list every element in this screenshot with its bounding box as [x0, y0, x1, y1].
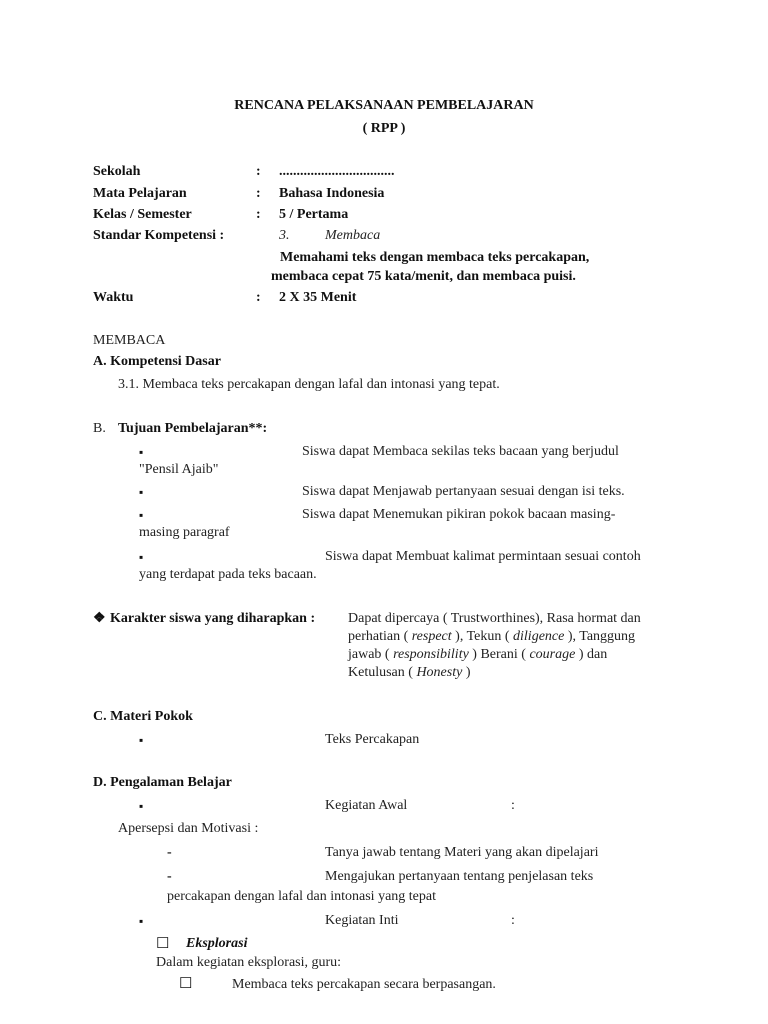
materi-heading: C. Materi Pokok — [93, 709, 193, 724]
mapel-colon: : — [256, 186, 261, 201]
sk-desc-line-1: Memahami teks dengan membaca teks percakapan, — [280, 250, 590, 265]
sk-value: Membaca — [325, 228, 381, 243]
pengalaman-heading: D. Pengalaman Belajar — [93, 775, 232, 790]
bullet-icon: ▪ — [139, 550, 144, 564]
kelas-colon: : — [256, 207, 261, 222]
kegiatan-inti-label: Kegiatan Inti — [325, 913, 399, 928]
document-subtitle: ( RPP ) — [362, 121, 406, 136]
tujuan-item-4-line-2: yang terdapat pada teks bacaan. — [139, 567, 317, 582]
bullet-icon: ▪ — [139, 799, 144, 813]
waktu-colon: : — [256, 290, 261, 305]
sekolah-colon: : — [256, 164, 261, 179]
mapel-label: Mata Pelajaran — [93, 186, 187, 201]
document-title: RENCANA PELAKSANAAN PEMBELAJARAN — [234, 98, 534, 113]
tujuan-item-1-line-2: "Pensil Ajaib" — [139, 462, 219, 477]
tujuan-item-2-line-1: Siswa dapat Menjawab pertanyaan sesuai dengan isi teks. — [302, 484, 625, 499]
sk-label: Standar Kompetensi : — [93, 228, 225, 243]
kegiatan-inti-colon: : — [511, 913, 515, 928]
bullet-icon: ▪ — [139, 733, 144, 747]
karakter-line-2: perhatian ( respect ), Tekun ( diligence ), Tanggung — [348, 629, 636, 644]
bullet-icon: ▪ — [139, 445, 144, 459]
kd-item: 3.1. Membaca teks percakapan dengan lafal dan intonasi yang tepat. — [118, 377, 500, 392]
waktu-label: Waktu — [93, 290, 134, 305]
section-membaca: MEMBACA — [93, 333, 166, 348]
kd-heading: A. Kompetensi Dasar — [93, 354, 221, 369]
sk-desc-line-2: membaca cepat 75 kata/menit, dan membaca puisi. — [271, 269, 576, 284]
eksplorasi-intro: Dalam kegiatan eksplorasi, guru: — [156, 955, 342, 970]
eksplorasi-heading: Eksplorasi — [186, 936, 248, 951]
bullet-icon: ▪ — [139, 508, 144, 522]
karakter-label: Karakter siswa yang diharapkan : — [110, 611, 316, 626]
karakter-line-1: Dapat dipercaya ( Trustworthines), Rasa hormat dan — [348, 611, 641, 626]
checkbox-icon: ☐ — [179, 976, 193, 992]
sk-number: 3. — [279, 228, 290, 243]
apersepsi-item-2-line-1: Mengajukan pertanyaan tentang penjelasan teks — [325, 869, 594, 884]
dash-bullet-icon: - — [167, 869, 172, 884]
apersepsi-item-1: Tanya jawab tentang Materi yang akan dipelajari — [325, 845, 599, 860]
tujuan-letter: B. — [93, 421, 106, 436]
kegiatan-awal-label: Kegiatan Awal — [325, 798, 408, 813]
kelas-label: Kelas / Semester — [93, 207, 192, 222]
bullet-icon: ▪ — [139, 485, 144, 499]
eksplorasi-item: Membaca teks percakapan secara berpasangan. — [232, 977, 496, 992]
bullet-icon: ▪ — [139, 914, 144, 928]
checkbox-icon: ☐ — [156, 936, 170, 952]
kegiatan-awal-colon: : — [511, 798, 515, 813]
apersepsi-label: Apersepsi dan Motivasi : — [118, 821, 259, 836]
tujuan-item-3-line-1: Siswa dapat Menemukan pikiran pokok bacaan masing- — [302, 507, 616, 522]
mapel-value: Bahasa Indonesia — [279, 186, 385, 201]
sekolah-label: Sekolah — [93, 164, 141, 179]
kelas-value: 5 / Pertama — [279, 207, 349, 222]
tujuan-heading: Tujuan Pembelajaran**: — [118, 421, 268, 436]
dash-bullet-icon: - — [167, 845, 172, 860]
tujuan-item-1-line-1: Siswa dapat Membaca sekilas teks bacaan yang berjudul — [302, 444, 619, 459]
tujuan-item-3-line-2: masing paragraf — [139, 525, 230, 540]
tujuan-item-4-line-1: Siswa dapat Membuat kalimat permintaan sesuai contoh — [325, 549, 641, 564]
materi-item: Teks Percakapan — [325, 732, 420, 747]
sekolah-value: ................................. — [279, 164, 395, 179]
apersepsi-item-2-line-2: percakapan dengan lafal dan intonasi yang tepat — [167, 889, 436, 904]
karakter-line-3: jawab ( responsibility ) Berani ( courage ) dan — [348, 647, 608, 662]
waktu-value: 2 X 35 Menit — [279, 290, 357, 305]
diamond-bullet-icon: ❖ — [93, 611, 106, 626]
karakter-line-4: Ketulusan ( Honesty ) — [348, 665, 471, 680]
